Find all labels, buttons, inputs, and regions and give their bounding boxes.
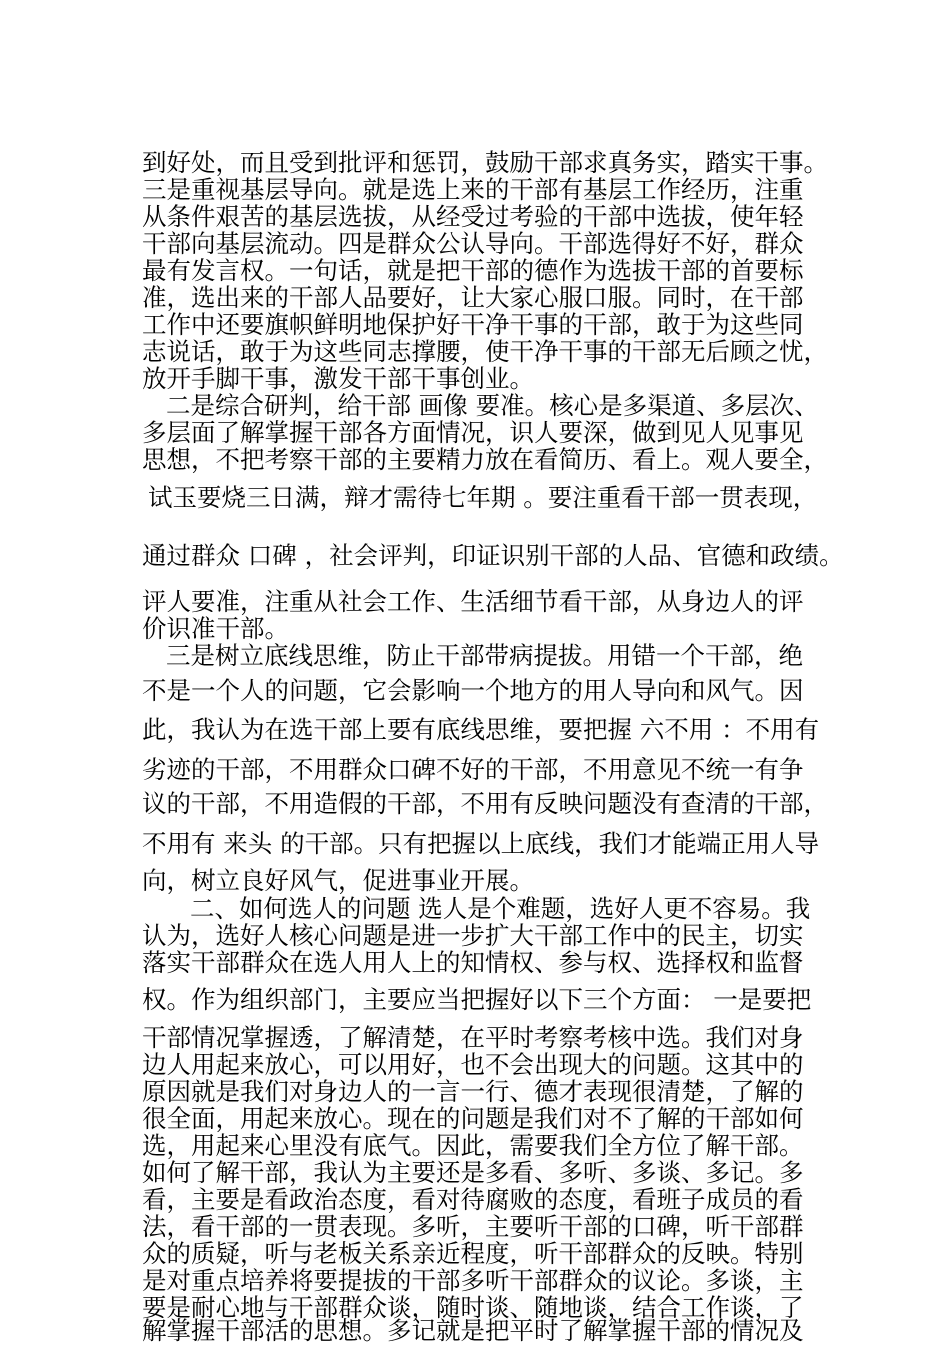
text-line: 解掌握干部活的思想。多记就是把平时了解掌握干部的情况及 <box>142 1316 804 1345</box>
text-line: 向，树立良好风气，促进事业开展。 <box>142 866 534 895</box>
text-line: 落实干部群众在选人用人上的知情权、参与权、选择权和监督 <box>142 948 804 977</box>
text-line: 干部情况掌握透，了解清楚，在平时考察考核中选。我们对身 <box>142 1023 804 1052</box>
text-line: 是对重点培养将要提拔的干部多听干部群众的议论。多谈，主 <box>142 1266 804 1295</box>
text-line: 此，我认为在选干部上要有底线思维，要把握 六不用 ：不用有 <box>142 715 820 744</box>
text-line: 权。作为组织部门，主要应当把握好以下三个方面： 一是要把 <box>142 985 812 1014</box>
text-line: 法，看干部的一贯表现。多听，主要听干部的口碑，听干部群 <box>142 1212 804 1241</box>
text-line: 不用有 来头 的干部。只有把握以上底线，我们才能端正用人导 <box>142 829 820 858</box>
text-line: 三是重视基层导向。就是选上来的干部有基层工作经历，注重 <box>142 175 804 204</box>
text-line: 到好处，而且受到批评和惩罚，鼓励干部求真务实，踏实干事。 <box>142 148 828 177</box>
text-line: 价识准干部。 <box>142 614 289 643</box>
text-line: 选，用起来心里没有底气。因此，需要我们全方位了解干部。 <box>142 1131 804 1160</box>
text-line: 评人要准，注重从社会工作、生活细节看干部，从身边人的评 <box>142 587 804 616</box>
text-line: 试玉要烧三日满，辩才需待七年期 。要注重看干部一贯表现， <box>148 483 818 512</box>
text-line: 工作中还要旗帜鲜明地保护好干净干事的干部，敢于为这些同 <box>142 310 804 339</box>
text-line: 众的质疑，听与老板关系亲近程度，听干部群众的反映。特别 <box>142 1239 804 1268</box>
text-line: 要是耐心地与干部群众谈，随时谈、随地谈，结合工作谈，了 <box>142 1293 804 1322</box>
paragraph-start-line: 三是树立底线思维，防止干部带病提拔。用错一个干部，绝 <box>166 641 803 670</box>
text-line: 议的干部，不用造假的干部，不用有反映问题没有查清的干部， <box>142 789 828 818</box>
text-line: 多层面了解掌握干部各方面情况，识人要深，做到见人见事见 <box>142 418 804 447</box>
text-line: 很全面，用起来放心。现在的问题是我们对不了解的干部如何 <box>142 1104 804 1133</box>
text-line: 干部向基层流动。四是群众公认导向。干部选得好不好，群众 <box>142 229 804 258</box>
text-line: 通过群众 口碑 ，社会评判，印证识别干部的人品、官德和政绩。 <box>142 541 844 570</box>
paragraph-start-line: 二、如何选人的问题 选人是个难题，选好人更不容易。我 <box>190 894 811 923</box>
text-line: 思想，不把考察干部的主要精力放在看简历、看上。观人要全， <box>142 445 828 474</box>
text-line: 准，选出来的干部人品要好，让大家心服口服。同时，在干部 <box>142 283 804 312</box>
text-line: 志说话，敢于为这些同志撑腰，使干净干事的干部无后顾之忧， <box>142 337 828 366</box>
text-line: 最有发言权。一句话，就是把干部的德作为选拔干部的首要标 <box>142 256 804 285</box>
text-line: 认为，选好人核心问题是进一步扩大干部工作中的民主，切实 <box>142 921 804 950</box>
text-line: 如何了解干部，我认为主要还是多看、多听、多谈、多记。多 <box>142 1158 804 1187</box>
text-line: 放开手脚干事，激发干部干事创业。 <box>142 364 534 393</box>
text-line: 看，主要是看政治态度，看对待腐败的态度，看班子成员的看 <box>142 1185 804 1214</box>
text-line: 不是一个人的问题，它会影响一个地方的用人导向和风气。因 <box>142 676 804 705</box>
text-line: 劣迹的干部，不用群众口碑不好的干部，不用意见不统一有争 <box>142 755 804 784</box>
text-line: 边人用起来放心，可以用好，也不会出现大的问题。这其中的 <box>142 1050 804 1079</box>
paragraph-start-line: 二是综合研判，给干部 画像 要准。核心是多渠道、多层次、 <box>166 391 819 420</box>
text-line: 从条件艰苦的基层选拔，从经受过考验的干部中选拔，使年轻 <box>142 202 804 231</box>
text-line: 原因就是我们对身边人的一言一行、德才表现很清楚，了解的 <box>142 1077 804 1106</box>
